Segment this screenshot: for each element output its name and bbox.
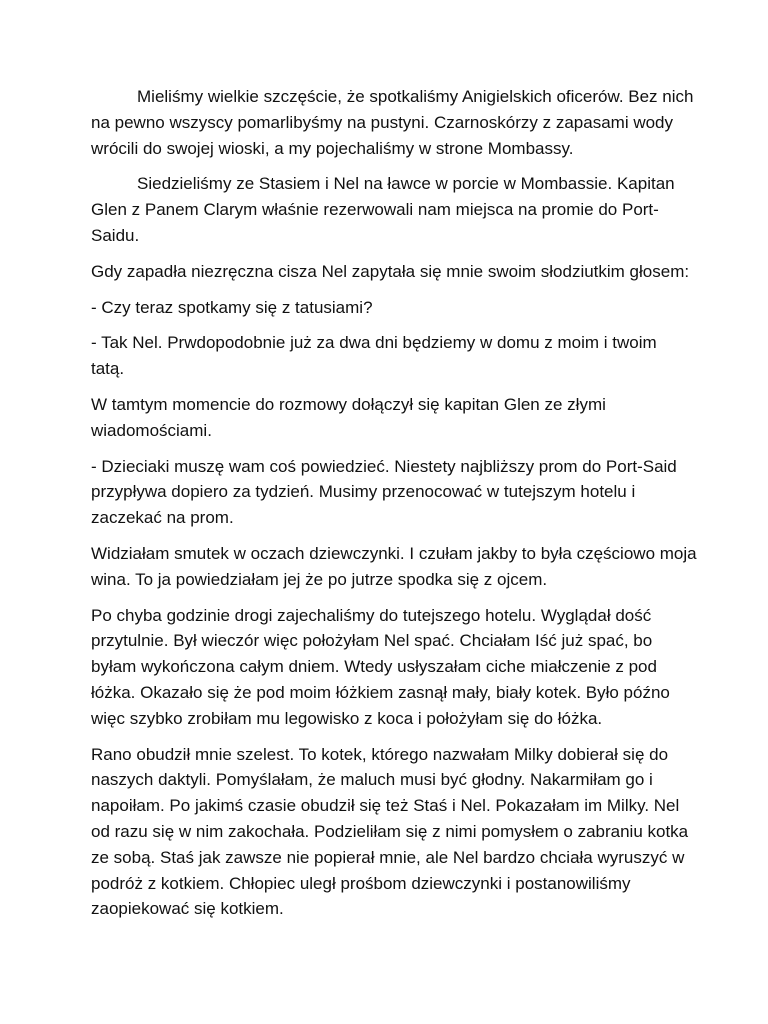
text-line: zaczekać na prom. — [91, 508, 234, 528]
text-line: Rano obudził mnie szelest. To kotek, którego nazwałam Milky dobierał się do — [91, 744, 669, 764]
text-line: łóżka. Okazało się że pod moim łóżkiem zasnął mały, biały kotek. Było późno — [91, 682, 670, 702]
paragraph-4 — [91, 295, 683, 321]
text-line: więc szybko zrobiłam mu legowisko z koca i położyłam się do łóżka. — [91, 708, 603, 728]
paragraph-3 — [91, 259, 690, 285]
paragraph-10 — [91, 742, 689, 923]
text-line: Mieliśmy wielkie szczęście, że spotkaliśmy Anigielskich oficerów. Bez nich — [137, 87, 694, 106]
text-line: Po chyba godzinie drogi zajechaliśmy do tutejszego hotelu. Wyglądał dość — [91, 605, 652, 625]
text-line: od razu się w nim zakochała. Podzieliłam się z nimi pomysłem o zabraniu kotka — [91, 821, 689, 841]
text-line: przytulnie. Był wieczór więc położyłam Nel spać. Chciałam Iść już spać, bo — [91, 631, 653, 651]
paragraph-2 — [91, 171, 683, 248]
text-line: zaopiekować się kotkiem. — [91, 899, 284, 919]
text-line: na pewno wszyscy pomarlibyśmy na pustyni. Czarnoskórzy z zapasami wody — [91, 112, 674, 132]
text-line: naszych daktyli. Pomyślałam, że maluch musi być głodny. Nakarmiłam go i — [91, 770, 653, 790]
text-line: wrócili do swojej wioski, a my pojechaliśmy w strone Mombassy. — [91, 138, 574, 158]
paragraph-6 — [91, 392, 683, 444]
text-line: podróż z kotkiem. Chłopiec uległ prośbom dziewczynki i postanowiliśmy — [91, 873, 631, 893]
paragraph-5 — [91, 330, 683, 382]
text-line: - Tak Nel. Prwdopodobnie już za dwa dni będziemy w domu z moim i twoim — [91, 333, 657, 353]
text-line: wiadomościami. — [91, 420, 212, 440]
paragraph-1 — [91, 84, 694, 161]
text-line: - Dzieciaki muszę wam coś powiedzieć. Niestety najbliższy prom do Port-Said — [91, 456, 677, 476]
text-line: ze sobą. Staś jak zawsze nie popierał mnie, ale Nel bardzo chciała wyruszyć w — [91, 847, 685, 867]
paragraph-8 — [91, 541, 697, 593]
text-line: Saidu. — [91, 225, 140, 245]
text-line: Siedzieliśmy ze Stasiem i Nel na ławce w porcie w Mombassie. Kapitan — [137, 174, 675, 194]
paragraph-7 — [91, 454, 683, 531]
document-body — [91, 84, 697, 932]
text-line: przypływa dopiero za tydzień. Musimy przenocować w tutejszym hotelu i — [91, 482, 636, 502]
text-line: wina. To ja powiedziałam jej że po jutrze spodka się z ojcem. — [91, 569, 548, 589]
text-line: Glen z Panem Clarym właśnie rezerwowali nam miejsca na promie do Port- — [91, 200, 659, 220]
text-line: W tamtym momencie do rozmowy dołączył się kapitan Glen ze złymi — [91, 394, 606, 414]
text-line: Widziałam smutek w oczach dziewczynki. I czułam jakby to była częściowo moja — [91, 543, 697, 563]
text-line: Gdy zapadła niezręczna cisza Nel zapytała się mnie swoim słodziutkim głosem: — [91, 261, 690, 281]
text-line: byłam wykończona całym dniem. Wtedy usłyszałam ciche miałczenie z pod — [91, 657, 657, 677]
paragraph-9 — [91, 603, 683, 732]
text-line: - Czy teraz spotkamy się z tatusiami? — [91, 297, 373, 317]
text-line: tatą. — [91, 359, 125, 379]
text-line: napoiłam. Po jakimś czasie obudził się też Staś i Nel. Pokazałam im Milky. Nel — [91, 796, 680, 816]
